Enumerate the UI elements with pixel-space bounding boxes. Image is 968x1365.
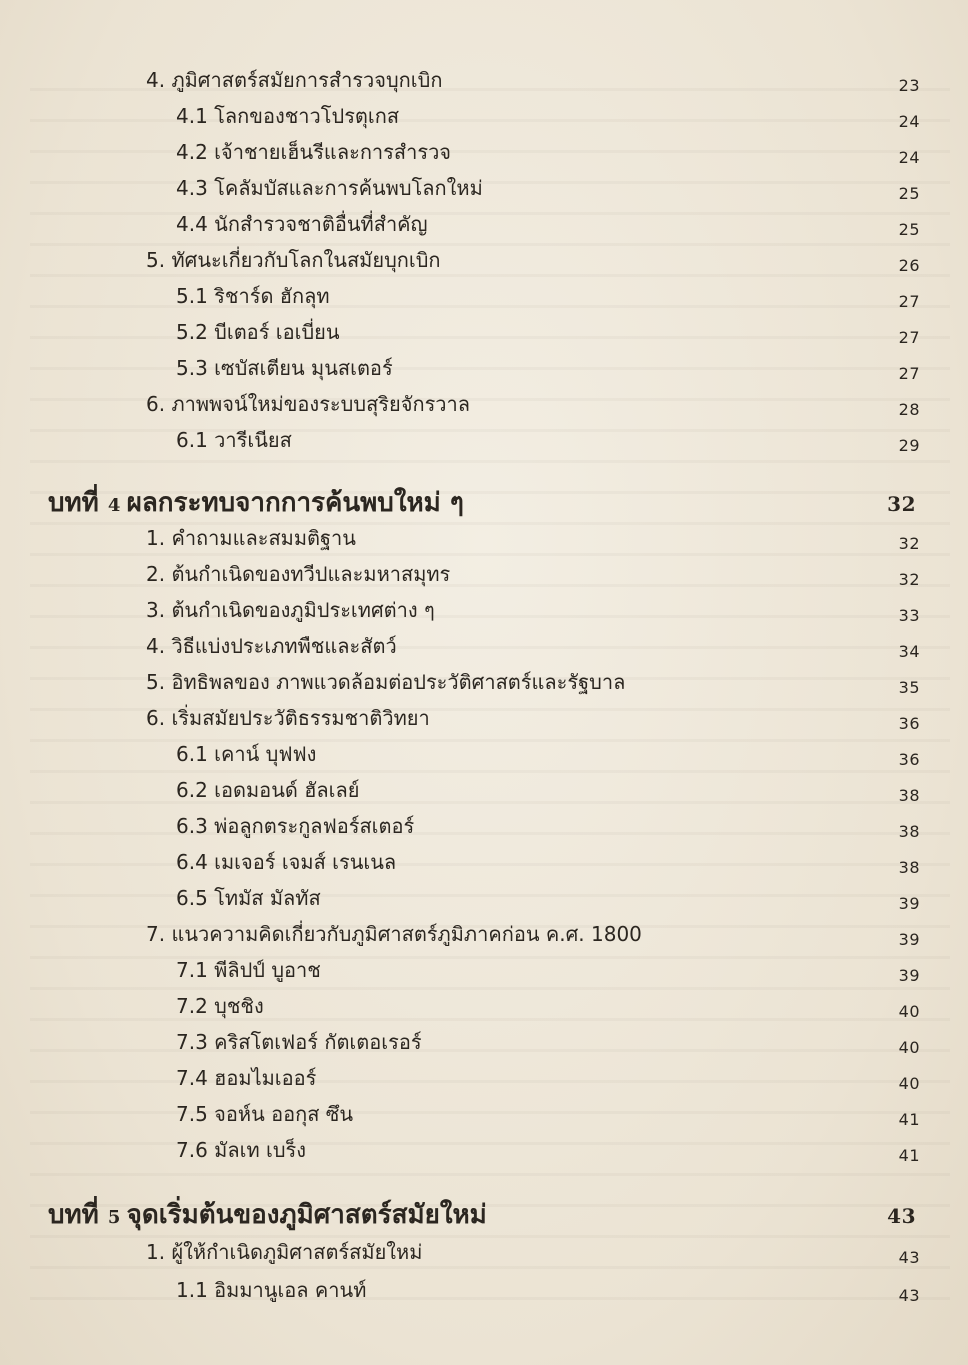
toc-entry-title: 4.1 โลกของชาวโปรตุเกส <box>176 104 400 128</box>
toc-entry <box>0 848 968 884</box>
toc-entry-title: 3. ต้นกำเนิดของภูมิประเทศต่าง ๆ <box>146 598 435 622</box>
toc-entry-title: 5. อิทธิพลของ ภาพแวดล้อมต่อประวัติศาสตร์และรัฐบาล <box>146 670 626 694</box>
toc-entry <box>0 1136 968 1172</box>
toc-entry-title: 5.1 ริชาร์ด ฮักลุท <box>176 284 330 308</box>
page-number: 25 <box>898 184 920 203</box>
toc-entry <box>0 390 968 426</box>
chapter-number: 5 <box>107 1207 127 1228</box>
page-number: 43 <box>887 1204 916 1228</box>
toc-entry-title: 7.4 ฮอมไมเออร์ <box>176 1066 317 1090</box>
page-number: 24 <box>898 148 920 167</box>
toc-entry <box>0 246 968 282</box>
toc-entry <box>0 426 968 462</box>
toc-entry-title: 1. คำถามและสมมติฐาน <box>146 526 356 550</box>
page-number: 38 <box>898 822 920 841</box>
page-number: 32 <box>898 534 920 553</box>
page-number: 36 <box>898 750 920 769</box>
chapter-label: บทที่ <box>48 488 108 518</box>
toc-entry <box>0 596 968 632</box>
page-number: 36 <box>898 714 920 733</box>
toc-entry-title: 6.3 พ่อลูกตระกูลฟอร์สเตอร์ <box>176 814 415 838</box>
toc-entry <box>0 210 968 246</box>
toc-entry-title: 6.4 เมเจอร์ เจมส์ เรนเนล <box>176 850 397 874</box>
toc-entry-title: 4.3 โคลัมบัสและการค้นพบโลกใหม่ <box>176 176 483 200</box>
page-number: 28 <box>898 400 920 419</box>
chapter-name: ผลกระทบจากการค้นพบใหม่ ๆ <box>126 488 464 518</box>
chapter-name: จุดเริ่มต้นของภูมิศาสตร์สมัยใหม่ <box>126 1200 487 1230</box>
page-number: 43 <box>898 1286 920 1305</box>
toc-entry-title: 6.1 วารีเนียส <box>176 428 292 452</box>
toc-entry <box>0 524 968 560</box>
page-number: 27 <box>898 328 920 347</box>
toc-entry-title: 1. ผู้ให้กำเนิดภูมิศาสตร์สมัยใหม่ <box>146 1240 423 1264</box>
toc-entry <box>0 992 968 1028</box>
toc-entry <box>0 668 968 704</box>
toc-entry <box>0 318 968 354</box>
page-number: 32 <box>898 570 920 589</box>
toc-entry-title: 5.2 บีเตอร์ เอเบี่ยน <box>176 320 340 344</box>
toc-entry <box>0 1100 968 1136</box>
page-number: 41 <box>898 1110 920 1129</box>
toc-entry <box>0 920 968 956</box>
page-number: 43 <box>898 1248 920 1267</box>
page-number: 40 <box>898 1074 920 1093</box>
toc-entry-title: 4. วิธีแบ่งประเภทพืชและสัตว์ <box>146 634 397 658</box>
page-number: 40 <box>898 1002 920 1021</box>
toc-entry <box>0 282 968 318</box>
toc-entry-title: 6. เริ่มสมัยประวัติธรรมชาติวิทยา <box>146 706 430 730</box>
chapter-title <box>48 486 464 523</box>
toc-entry <box>0 174 968 210</box>
toc-entry-title: 4. ภูมิศาสตร์สมัยการสำรวจบุกเบิก <box>146 68 443 92</box>
toc-entry <box>0 884 968 920</box>
toc-entry <box>0 1238 968 1274</box>
page-number: 40 <box>898 1038 920 1057</box>
toc-entry-title: 5.3 เซบัสเตียน มุนสเตอร์ <box>176 356 393 380</box>
chapter-title <box>48 1198 487 1235</box>
toc-entry <box>0 102 968 138</box>
toc-entry-title: 7.5 จอห์น ออกุส ซึน <box>176 1102 354 1126</box>
chapter-number: 4 <box>107 495 127 516</box>
toc-entry <box>0 354 968 390</box>
page-number: 34 <box>898 642 920 661</box>
toc-entry <box>0 66 968 102</box>
toc-entry-title: 7.2 บุชชิง <box>176 994 264 1018</box>
toc-entry-title: 7.6 มัลเท เบร็ง <box>176 1138 307 1162</box>
chapter-heading <box>0 486 968 522</box>
toc-entry <box>0 1064 968 1100</box>
toc-entry-title: 7.3 คริสโตเฟอร์ กัตเตอเรอร์ <box>176 1030 422 1054</box>
toc-entry <box>0 1028 968 1064</box>
toc-entry-title: 4.2 เจ้าชายเฮ็นรีและการสำรวจ <box>176 140 452 164</box>
toc-entry <box>0 740 968 776</box>
toc-entry <box>0 138 968 174</box>
page-number: 24 <box>898 112 920 131</box>
page-number: 39 <box>898 894 920 913</box>
chapter-heading <box>0 1198 968 1234</box>
page-number: 32 <box>887 492 916 516</box>
toc-entry-title: 7. แนวความคิดเกี่ยวกับภูมิศาสตร์ภูมิภาคก่อน ค.ศ. 1800 <box>146 922 642 946</box>
toc-entry-title: 7.1 พีลิปป์ บูอาช <box>176 958 321 982</box>
page-number: 35 <box>898 678 920 697</box>
toc-entry-title: 6. ภาพพจน์ใหม่ของระบบสุริยจักรวาล <box>146 392 471 416</box>
toc-entry <box>0 812 968 848</box>
toc-entry <box>0 956 968 992</box>
page-number: 33 <box>898 606 920 625</box>
page-number: 29 <box>898 436 920 455</box>
toc-entry-title: 1.1 อิมมานูเอล คานท์ <box>176 1278 367 1302</box>
toc-entry <box>0 704 968 740</box>
page-number: 41 <box>898 1146 920 1165</box>
toc-entry <box>0 1276 968 1312</box>
toc-entry-title: 4.4 นักสำรวจชาติอื่นที่สำคัญ <box>176 212 428 236</box>
page-number: 26 <box>898 256 920 275</box>
page-number: 23 <box>898 76 920 95</box>
toc-entry-title: 6.5 โทมัส มัลทัส <box>176 886 321 910</box>
page-number: 38 <box>898 858 920 877</box>
page-number: 25 <box>898 220 920 239</box>
toc-entry <box>0 776 968 812</box>
page-number: 38 <box>898 786 920 805</box>
toc-entry-title: 5. ทัศนะเกี่ยวกับโลกในสมัยบุกเบิก <box>146 248 441 272</box>
toc-entry <box>0 560 968 596</box>
toc-entry-title: 2. ต้นกำเนิดของทวีปและมหาสมุทร <box>146 562 451 586</box>
page-number: 39 <box>898 930 920 949</box>
toc-entry-title: 6.1 เคาน์ บุฟฟง <box>176 742 317 766</box>
toc-entry <box>0 632 968 668</box>
chapter-label: บทที่ <box>48 1200 108 1230</box>
page-number: 39 <box>898 966 920 985</box>
page-number: 27 <box>898 364 920 383</box>
toc-entry-title: 6.2 เอดมอนด์ ฮัลเลย์ <box>176 778 360 802</box>
page-number: 27 <box>898 292 920 311</box>
